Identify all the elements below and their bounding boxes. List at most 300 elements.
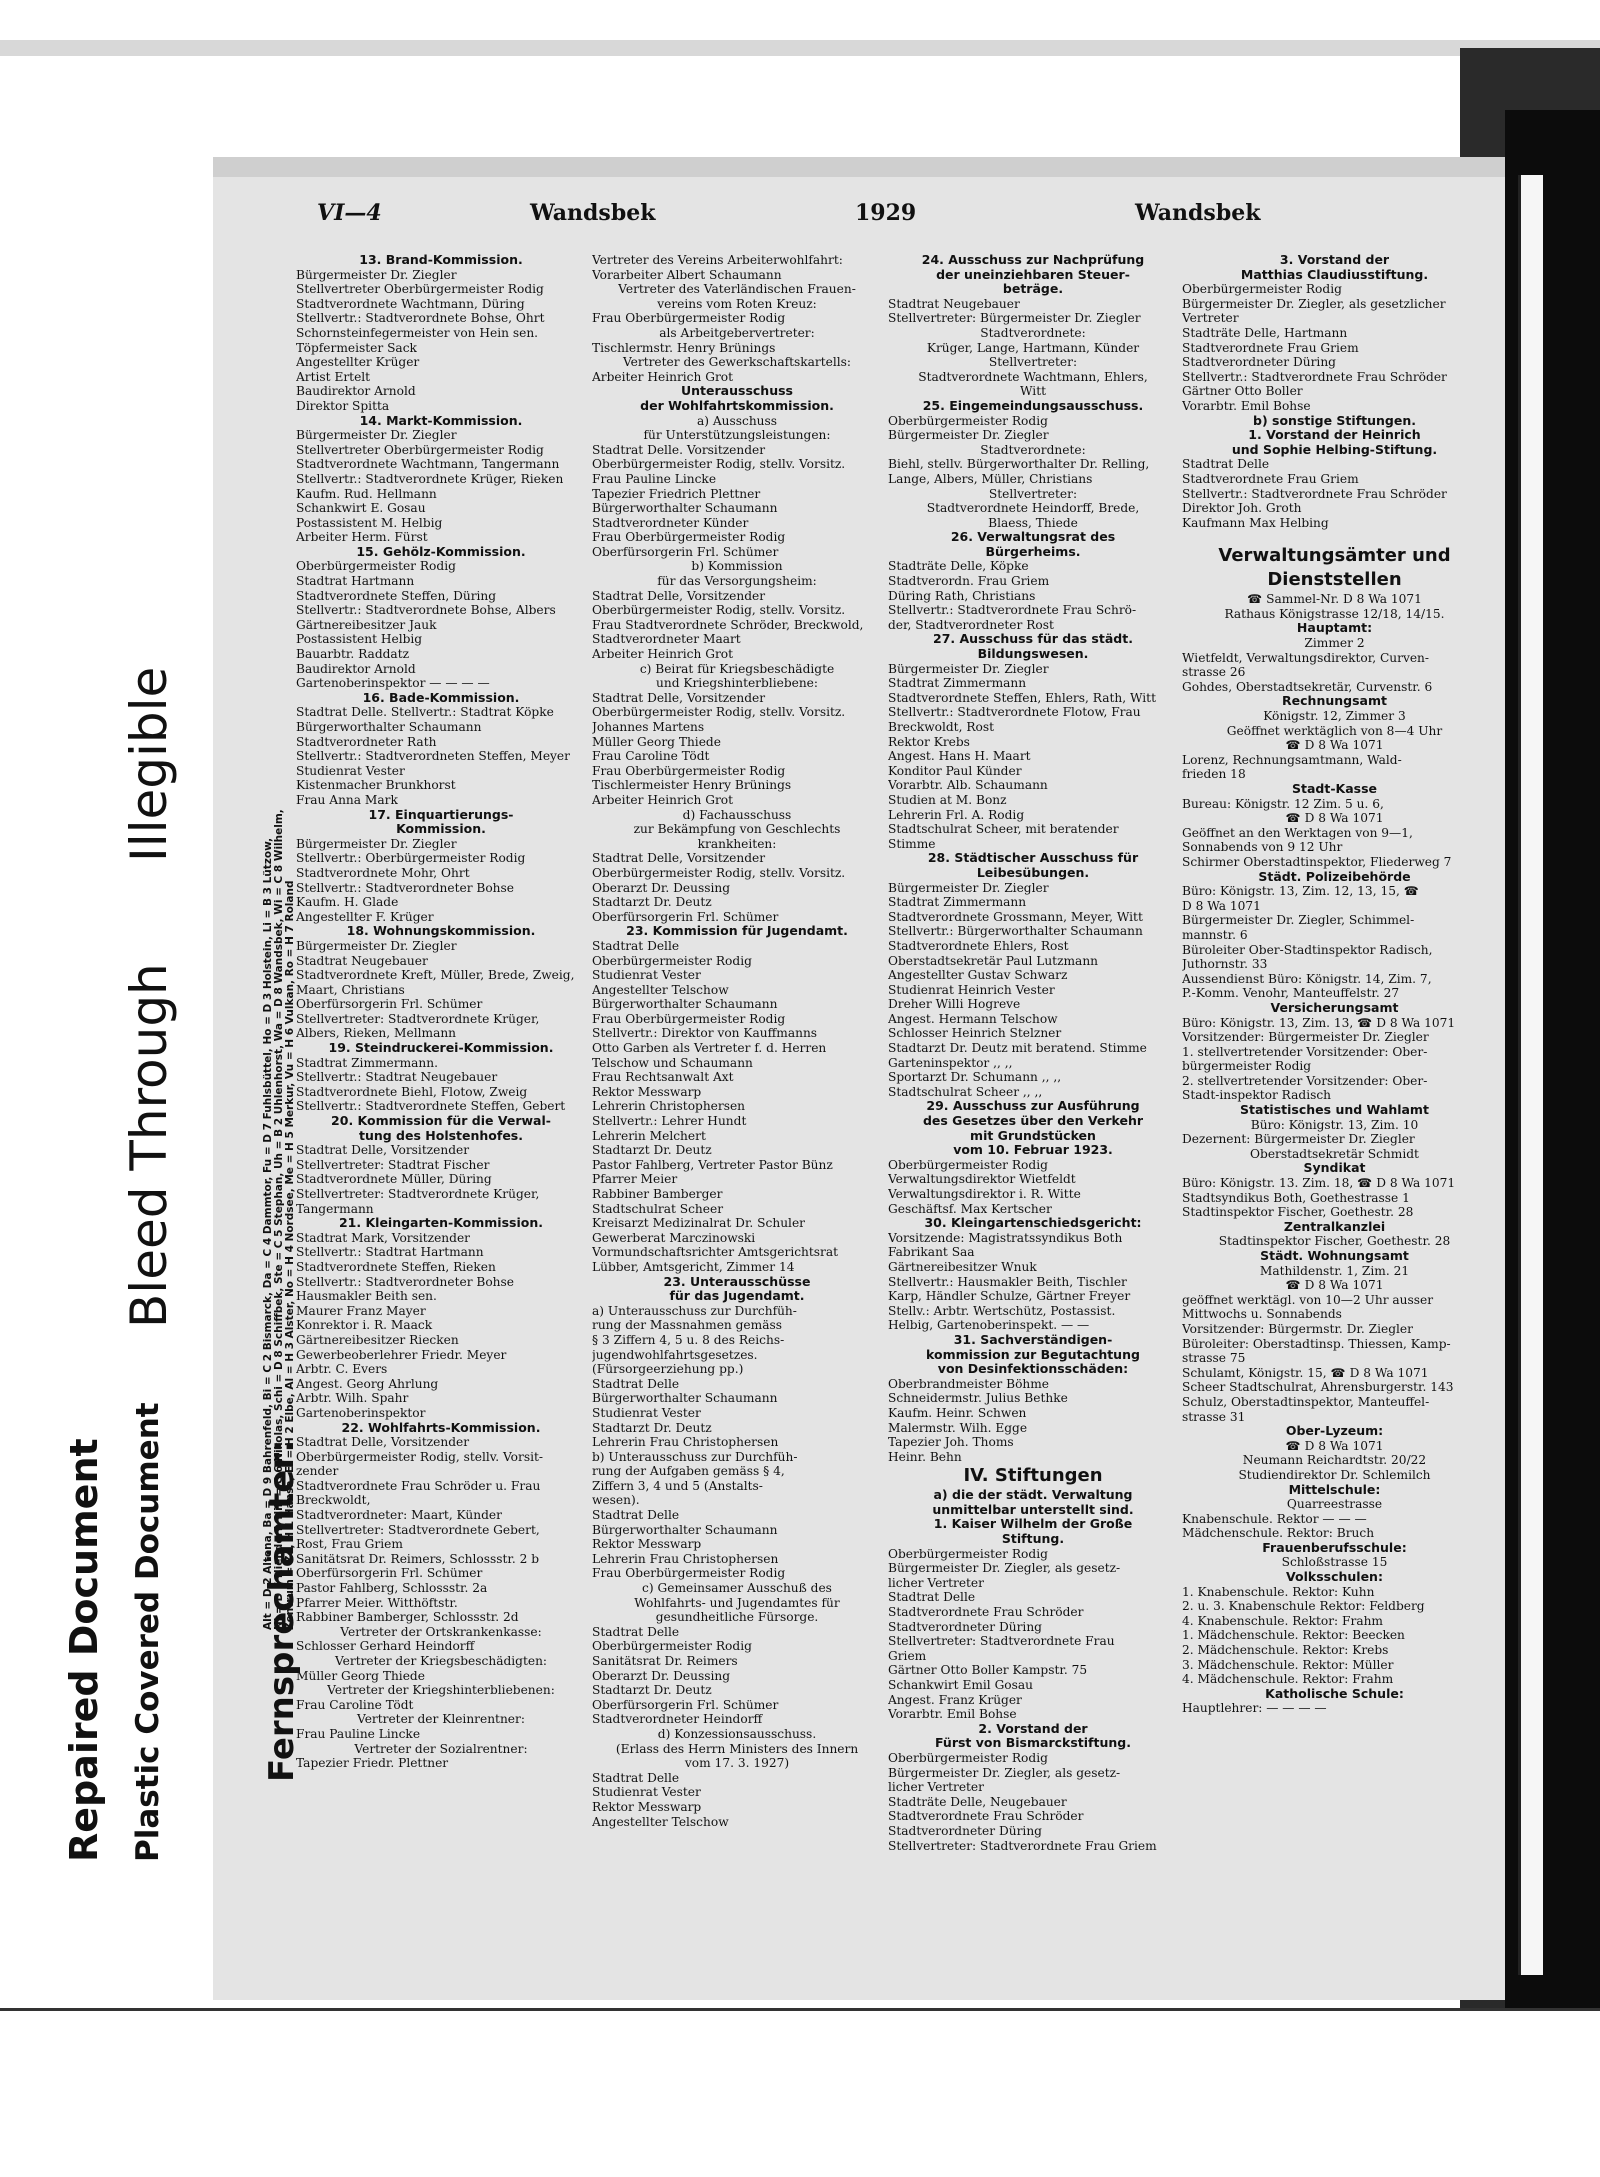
- text-line: Sportarzt Dr. Schumann ,, ,,: [888, 1070, 1062, 1085]
- section-heading: Dienststellen: [1267, 569, 1402, 591]
- text-line: Sanitätsrat Dr. Reimers: [592, 1654, 738, 1668]
- text-line: Knabenschule. Rektor — — —: [1182, 1511, 1367, 1526]
- section-heading: Hauptamt:: [1296, 621, 1373, 636]
- text-line: Juthornstr. 33: [1182, 957, 1268, 972]
- text-line: Baudirektor Arnold: [296, 384, 416, 399]
- text-line: Stellvertr.: Lehrer Hundt: [592, 1114, 747, 1129]
- text-line: Oberbürgermeister Rodig: [888, 413, 1048, 428]
- text-line: Tischlermstr. Henry Brünings: [592, 340, 776, 355]
- text-line: Stadtrat Delle: [888, 1590, 976, 1605]
- text-line: Stellvertr.: Stadtverordneten Steffen, Meyer: [296, 749, 570, 764]
- text-line: Wohlfahrts- und Jugendamtes für: [634, 1595, 840, 1610]
- text-line: Oberbürgermeister Rodig, stellv. Vorsitz.: [592, 603, 846, 618]
- text-line: Oberbürgermeister Rodig: [888, 1750, 1048, 1765]
- text-line: Stadtverordneter Düring: [1182, 355, 1336, 370]
- text-line: Stellvertr.: Stadtverordnete Bohse, Albers: [296, 603, 556, 618]
- text-line: Studien at M. Bonz: [888, 792, 1007, 807]
- text-line: Bürgermeister Dr. Ziegler: [296, 267, 457, 282]
- text-line: Witt: [1019, 384, 1046, 399]
- text-line: Mittwochs u. Sonnabends: [1182, 1307, 1342, 1322]
- text-line: Stadtverordnete Wachtmann, Tangermann: [296, 457, 560, 472]
- text-line: Schulamt, Königstr. 15, ☎ D 8 Wa 1071: [1182, 1365, 1429, 1380]
- text-line: Frau Oberbürgermeister Rodig: [592, 311, 786, 326]
- text-line: Vorarbtr. Alb. Schaumann: [888, 778, 1048, 793]
- text-line: Stellvertreter Oberbürgermeister Rodig: [296, 282, 544, 297]
- text-line: Sanitätsrat Dr. Reimers, Schlossstr. 2 b: [296, 1551, 540, 1566]
- text-line: ☎ Sammel-Nr. D 8 Wa 1071: [1247, 592, 1422, 607]
- text-line: Scheer Stadtschulrat, Ahrensburgerstr. 143: [1182, 1380, 1454, 1395]
- text-line: Stadtverordnete Mohr, Ohrt: [296, 865, 470, 880]
- text-line: Stellvertreter: Stadtverordnete Frau: [888, 1634, 1115, 1649]
- text-line: Gartenoberinspektor — — — —: [296, 676, 490, 691]
- text-line: Oberbürgermeister Rodig, stellv. Vorsitz.: [592, 705, 846, 720]
- text-line: Stadtschulrat Scheer ,, ,,: [888, 1084, 1043, 1099]
- text-line: a) Unterausschuss zur Durchfüh-: [592, 1303, 797, 1318]
- section-heading: 21. Kleingarten-Kommission.: [338, 1216, 543, 1231]
- text-line: Bürgerworthalter Schaumann: [296, 720, 482, 734]
- text-line: für Unterstützungsleistungen:: [643, 428, 831, 443]
- text-line: Stadtarzt Dr. Deutz mit beratend. Stimme: [888, 1041, 1147, 1056]
- text-line: Gärtnereibesitzer Jauk: [296, 617, 437, 632]
- text-line: Oberbürgermeister Rodig: [592, 1639, 752, 1654]
- section-heading: Stadt-Kasse: [1291, 782, 1377, 796]
- text-line: Stadtrat Delle: [592, 1770, 680, 1785]
- text-line: Büro: Königstr. 13, Zim. 10: [1250, 1117, 1419, 1132]
- section-heading: des Gesetzes über den Verkehr: [922, 1114, 1144, 1129]
- text-line: Oberstadtsekretär Schmidt: [1250, 1146, 1419, 1161]
- text-line: Vertreter der Kriegshinterbliebenen:: [327, 1683, 555, 1698]
- text-line: Stadtrat Delle, Vorsitzender: [592, 588, 766, 603]
- text-line: Angest. Hermann Telschow: [888, 1011, 1058, 1026]
- text-line: Stellvertreter: Bürgermeister Dr. Ziegler: [888, 311, 1141, 326]
- section-heading: 25. Eingemeindungsausschuss.: [922, 398, 1144, 413]
- text-line: Tapezier Friedr. Plettner: [296, 1756, 449, 1771]
- text-line: strasse 31: [1182, 1409, 1246, 1424]
- section-heading: Rechnungsamt: [1282, 694, 1387, 709]
- text-line: zender: [296, 1464, 339, 1479]
- text-line: Studienrat Heinrich Vester: [888, 982, 1055, 997]
- section-heading: tung des Holstenhofes.: [358, 1128, 523, 1143]
- section-heading: 1. Kaiser Wilhelm der Große: [933, 1517, 1133, 1532]
- text-line: ☎ D 8 Wa 1071: [1285, 1278, 1384, 1293]
- text-line: Rektor Messwarp: [592, 1084, 702, 1099]
- text-line: Stadtverordnete Steffen, Ehlers, Rath, Witt: [888, 690, 1156, 705]
- text-line: Stellvertr.: Stadtverordnete Flotow, Frau: [888, 705, 1141, 720]
- text-line: 1. stellvertretender Vorsitzender: Ober-: [1182, 1044, 1428, 1059]
- text-line: Rabbiner Bamberger, Schlossstr. 2d: [296, 1610, 519, 1625]
- text-line: Stadtrat Delle, Vorsitzender: [296, 1143, 470, 1158]
- text-line: Biehl, stellv. Bürgerworthalter Dr. Relling,: [888, 457, 1150, 472]
- text-line: 2. stellvertretender Vorsitzender: Ober-: [1182, 1073, 1428, 1088]
- text-line: Dezernent: Bürgermeister Dr. Ziegler: [1182, 1132, 1415, 1147]
- text-line: Oberbürgermeister Rodig, stellv. Vorsit-: [296, 1449, 544, 1464]
- text-line: als Arbeitgebervertreter:: [659, 325, 815, 340]
- text-line: Bürgerworthalter Schaumann: [592, 1391, 778, 1406]
- codes-line-1: Alt = D 2 Altona, Ba = D 9 Bahrenfeld, Bi = C 2 Bismarck, Da = C 4 Dammtor, Fu = D 7 Fuhlsbüttel, Ho = D 3 Holstein, Li = B 3 Lützow,: [262, 837, 274, 1630]
- text-line: Pastor Fahlberg, Schlossstr. 2a: [296, 1581, 488, 1596]
- text-line: Stadtverordnete Biehl, Flotow, Zweig: [296, 1084, 528, 1099]
- text-line: Stadtarzt Dr. Deutz: [592, 1683, 712, 1698]
- text-line: Stadtsyndikus Both, Goethestrasse 1: [1182, 1190, 1410, 1205]
- text-line: Kaufm. H. Glade: [296, 895, 399, 910]
- section-heading: 2. Vorstand der: [978, 1721, 1088, 1736]
- text-line: Gohdes, Oberstadtsekretär, Curvenstr. 6: [1182, 679, 1433, 694]
- text-line: Stellvertr.: Stadtrat Hartmann: [296, 1245, 484, 1260]
- text-line: Konrektor i. R. Maack: [296, 1318, 433, 1333]
- text-line: Postassistent M. Helbig: [296, 515, 443, 530]
- text-line: [1182, 530, 1487, 544]
- text-line: Arbeiter Herm. Fürst: [296, 530, 428, 545]
- codes-line-2: Ni = D 7 Niendorf, Nik = C 6 Nikolas, Schi = D 8 Schiffbek, Ste = C 5 Stephan, Uh = B 2 Uhlenhorst, Wa = D 8 Wandsbek, Wi = C 8 Wilhelm,: [273, 809, 285, 1630]
- section-heading: 16. Bade-Kommission.: [362, 690, 520, 705]
- text-line: Arbtr. Wilh. Spahr: [296, 1391, 409, 1406]
- text-line: Pfarrer Meier. Witthöftstr.: [296, 1595, 458, 1610]
- text-line: Heinr. Behn: [888, 1449, 962, 1464]
- section-heading: 3. Vorstand der: [1279, 253, 1390, 267]
- text-line: Büro: Königstr. 13, Zim. 12, 13, 15, ☎: [1182, 884, 1419, 899]
- text-line: Kaufm. Heinr. Schwen: [888, 1405, 1027, 1420]
- text-line: 1. Mädchenschule. Rektor: Beecken: [1182, 1628, 1405, 1643]
- section-heading: 15. Gehölz-Kommission.: [356, 544, 526, 559]
- text-line: Angestellter Gustav Schwarz: [888, 968, 1068, 983]
- text-line: Bürgermeister Dr. Ziegler, als gesetz-: [888, 1561, 1121, 1576]
- text-line: Pfarrer Meier: [592, 1172, 678, 1187]
- text-line: vereins vom Roten Kreuz:: [657, 296, 817, 311]
- section-heading: der Wohlfahrtskommission.: [640, 398, 834, 413]
- text-line: frieden 18: [1182, 767, 1246, 782]
- text-line: Stadtverordnete:: [980, 325, 1086, 340]
- section-heading: Städt. Polizeibehörde: [1258, 869, 1411, 884]
- text-line: Lorenz, Rechnungsamtmann, Wald-: [1182, 752, 1402, 767]
- text-line: Schankwirt Emil Gosau: [888, 1678, 1034, 1692]
- text-line: 2. u. 3. Knabenschule Rektor: Feldberg: [1182, 1599, 1425, 1614]
- text-line: Stadtrat Delle. Stellvertr.: Stadtrat Köpke: [296, 705, 554, 720]
- section-heading: Versicherungsamt: [1270, 1000, 1399, 1015]
- section-heading: 18. Wohnungskommission.: [346, 924, 536, 939]
- text-line: Stadtverordnete Frau Schröder: [888, 1605, 1084, 1620]
- text-line: Stellvertr.: Stadtverordneter Bohse: [296, 880, 514, 895]
- text-line: Lange, Albers, Müller, Christians: [888, 471, 1093, 486]
- text-line: Töpfermeister Sack: [296, 340, 417, 355]
- section-heading: Verwaltungsämter und: [1218, 545, 1451, 567]
- text-line: Maurer Franz Mayer: [296, 1303, 426, 1318]
- text-line: Telschow und Schaumann: [592, 1055, 753, 1070]
- text-line: Vertreter der Sozialrentner:: [354, 1741, 528, 1756]
- section-heading: 17. Einquartierungs-: [368, 807, 514, 822]
- text-line: vom 17. 3. 1927): [684, 1756, 790, 1771]
- text-line: Stellvertreter: Stadtverordnete Gebert,: [296, 1522, 540, 1537]
- section-heading: 20. Kommission für die Verwal-: [331, 1114, 551, 1129]
- text-line: Stadtrat Delle: [592, 1624, 680, 1639]
- section-heading: vom 10. Februar 1923.: [953, 1143, 1113, 1158]
- text-line: Stadtverordneter: Maart, Künder: [296, 1508, 502, 1523]
- section-heading: Bürgerheims.: [985, 544, 1081, 559]
- text-line: Geöffnet werktäglich von 8—4 Uhr: [1226, 723, 1443, 738]
- text-line: Stadtrat Zimmermann: [888, 895, 1027, 910]
- text-line: Königstr. 12, Zimmer 3: [1263, 709, 1406, 724]
- section-heading: 23. Kommission für Jugendamt.: [626, 924, 848, 939]
- text-line: Stellvertr.: Hausmakler Beith, Tischler: [888, 1274, 1127, 1289]
- section-heading: 27. Ausschuss für das städt.: [933, 632, 1133, 647]
- section-heading: 26. Verwaltungsrat des: [950, 530, 1116, 545]
- text-line: Schlosser Gerhard Heindorff: [296, 1639, 475, 1654]
- text-line: Stellvertr.: Stadtverordnete Steffen, Gebert: [296, 1099, 566, 1114]
- text-line: Stadtrat Hartmann: [296, 574, 415, 589]
- text-line: Vorarbtr. Emil Bohse: [888, 1707, 1017, 1722]
- text-line: Studienrat Vester: [592, 968, 701, 983]
- text-line: Stadtrat Delle: [592, 1508, 680, 1523]
- text-line: Mathildenstr. 1, Zim. 21: [1259, 1263, 1410, 1278]
- text-line: Bauarbtr. Raddatz: [296, 647, 410, 662]
- text-line: und Kriegshinterbliebene:: [656, 676, 818, 691]
- text-line: Albers, Rieken, Mellmann: [296, 1026, 457, 1041]
- text-line: Gärtnereibesitzer Riecken: [296, 1332, 459, 1347]
- section-heading: Zentralkanzlei: [1283, 1219, 1386, 1234]
- text-line: ☎ D 8 Wa 1071: [1285, 1438, 1384, 1453]
- text-line: Geöffnet an den Werktagen von 9—1,: [1182, 825, 1413, 840]
- text-line: Hausmakler Beith sen.: [296, 1289, 437, 1304]
- text-line: Bürgermeister Dr. Ziegler: [888, 661, 1049, 676]
- section-heading: b) sonstige Stiftungen.: [1253, 413, 1416, 428]
- text-line: Vertreter der Kleinrentner:: [357, 1712, 525, 1727]
- text-line: Angestellter F. Krüger: [296, 909, 434, 924]
- text-line: licher Vertreter: [888, 1575, 984, 1590]
- column-2: [592, 253, 882, 1829]
- section-heading: Statistisches und Wahlamt: [1240, 1103, 1429, 1118]
- text-line: Malermstr. Wilh. Egge: [888, 1420, 1028, 1435]
- text-line: ☎ D 8 Wa 1071: [1285, 738, 1384, 753]
- text-line: Stadtverordnete:: [980, 442, 1086, 457]
- text-line: Mädchenschule. Rektor: Bruch: [1182, 1526, 1375, 1541]
- section-heading: Leibesübungen.: [976, 865, 1090, 880]
- text-line: Angest. Georg Ahrlung: [296, 1376, 439, 1391]
- facing-page-edge: [1518, 175, 1543, 1975]
- text-line: Stadtverordnete Kreft, Müller, Brede, Zweig,: [296, 968, 575, 983]
- text-line: Vorsitzender: Bürgermstr. Dr. Ziegler: [1182, 1321, 1413, 1336]
- page-top-shadow: [213, 157, 1505, 177]
- text-line: c) Beirat für Kriegsbeschädigte: [639, 661, 835, 676]
- text-line: Gartenoberinspektor: [296, 1405, 426, 1420]
- text-line: Stadtinspektor Fischer, Goethestr. 28: [1218, 1234, 1451, 1249]
- section-heading: Syndikat: [1303, 1161, 1366, 1176]
- text-line: Breckwoldt,: [296, 1493, 371, 1508]
- text-line: (Fürsorgeerziehung pp.): [592, 1362, 744, 1377]
- text-line: Büroleiter Ober-Stadtinspektor Radisch,: [1182, 942, 1433, 957]
- text-line: Stadtrat Neugebauer: [296, 953, 428, 968]
- text-line: Stadtrat Delle. Vorsitzender: [592, 442, 766, 457]
- text-line: Oberarzt Dr. Deussing: [592, 1668, 731, 1683]
- section-heading: Mittelschule:: [1288, 1482, 1381, 1497]
- text-line: Tapezier Friedrich Plettner: [592, 486, 761, 501]
- text-line: § 3 Ziffern 4, 5 u. 8 des Reichs-: [592, 1332, 785, 1347]
- section-heading: 13. Brand-Kommission.: [359, 253, 523, 267]
- text-line: Stadtschulrat Scheer: [592, 1201, 724, 1216]
- text-line: Oberbürgermeister Rodig: [1182, 282, 1342, 297]
- text-line: Rektor Messwarp: [592, 1799, 702, 1814]
- text-line: licher Vertreter: [888, 1780, 984, 1795]
- text-line: Stadtverordnete Müller, Düring: [296, 1172, 492, 1187]
- text-line: Neumann Reichardtstr. 20/22: [1242, 1453, 1427, 1468]
- text-line: Stimme: [888, 836, 936, 851]
- text-line: Stadtverordnete Ehlers, Rost: [888, 938, 1069, 953]
- text-line: Oberbrandmeister Böhme: [888, 1376, 1050, 1391]
- text-line: Lehrerin Frl. A. Rodig: [888, 807, 1025, 822]
- text-line: Frau Anna Mark: [296, 792, 398, 807]
- text-line: Stellvertreter: Stadtverordnete Krüger,: [296, 1011, 540, 1026]
- text-line: Bürgermeister Dr. Ziegler: [296, 938, 457, 953]
- page-number: VI—4: [317, 200, 382, 226]
- text-line: a) Ausschuss: [696, 413, 778, 428]
- text-line: Bürgermeister Dr. Ziegler, Schimmel-: [1182, 913, 1415, 928]
- section-heading: 30. Kleingartenschiedsgericht:: [924, 1216, 1142, 1231]
- text-line: Oberarzt Dr. Deussing: [592, 880, 731, 895]
- section-heading: Stiftung.: [1001, 1532, 1065, 1547]
- text-line: strasse 26: [1182, 665, 1246, 680]
- text-line: Quarreestrasse: [1286, 1497, 1383, 1512]
- section-heading: und Sophie Helbing-Stiftung.: [1231, 442, 1438, 457]
- text-line: Müller Georg Thiede: [592, 734, 721, 749]
- header-year: 1929: [855, 200, 917, 226]
- text-line: wesen).: [592, 1493, 640, 1508]
- text-line: P.-Komm. Venohr, Manteuffelstr. 27: [1182, 986, 1400, 1001]
- text-line: Büro: Königstr. 13, Zim. 13, ☎ D 8 Wa 1071: [1182, 1015, 1456, 1030]
- codes-line-3: Zentrum = Ze, H 1 Hansa, El = H 2 Elbe, Al = H 3 Alster, No = H 4 Nordsee, Me = H 5 Merkur, Vu = H 6 Vulkan, Ro = H 7 Roland: [284, 880, 296, 1630]
- section-heading: unmittelbar unterstellt sind.: [932, 1502, 1134, 1517]
- text-line: Stellv.: Arbtr. Wertschütz, Postassist.: [888, 1303, 1116, 1318]
- text-line: Kistenmacher Brunkhorst: [296, 778, 456, 793]
- section-heading: mit Grundstücken: [970, 1128, 1096, 1143]
- text-line: Stellvertreter: Stadtverordnete Frau Griem: [888, 1838, 1157, 1853]
- text-line: Oberbürgermeister Rodig: [592, 953, 752, 968]
- text-line: Vormundschaftsrichter Amtsgerichtsrat: [592, 1245, 839, 1260]
- text-line: Vertreter: [1182, 311, 1239, 326]
- text-line: Stadtrat Delle, Vorsitzender: [296, 1435, 470, 1450]
- text-line: Lehrerin Melchert: [592, 1128, 706, 1143]
- section-heading: Katholische Schule:: [1265, 1686, 1404, 1701]
- section-heading: Städt. Wohnungsamt: [1260, 1249, 1409, 1263]
- text-line: Stadtarzt Dr. Deutz: [592, 895, 712, 910]
- section-heading: der uneinziehbaren Steuer-: [936, 267, 1130, 282]
- text-line: Bürgermeister Dr. Ziegler: [888, 428, 1049, 443]
- text-line: 1. Knabenschule. Rektor: Kuhn: [1182, 1584, 1375, 1599]
- text-line: Bureau: Königstr. 12 Zim. 5 u. 6,: [1182, 796, 1384, 811]
- text-line: Helbig, Gartenoberinspekt. — —: [888, 1318, 1090, 1333]
- section-heading: IV. Stiftungen: [963, 1465, 1103, 1487]
- text-line: Breckwoldt, Rost: [888, 720, 994, 734]
- text-line: Stadtrat Delle: [592, 938, 680, 953]
- text-line: Bürgerworthalter Schaumann: [592, 1522, 778, 1537]
- text-line: Stadtverordnete Frau Griem: [1182, 471, 1359, 486]
- text-line: Stellvertreter Oberbürgermeister Rodig: [296, 442, 544, 457]
- text-line: Stadtverordneter Maart: [592, 632, 741, 647]
- text-line: Stadtverordnete Wachtmann, Düring: [296, 296, 525, 311]
- text-line: Arbtr. C. Evers: [296, 1362, 388, 1377]
- text-line: Stadtrat Zimmermann: [888, 676, 1027, 691]
- text-line: Gärtner Otto Boller Kampstr. 75: [888, 1663, 1088, 1678]
- text-line: Lübber, Amtsgericht, Zimmer 14: [592, 1259, 795, 1274]
- text-line: Hauptlehrer: — — — —: [1182, 1701, 1327, 1716]
- text-line: Angestellter Krüger: [296, 355, 420, 370]
- text-line: d) Fachausschuss: [682, 807, 792, 822]
- text-line: Schlosser Heinrich Stelzner: [888, 1026, 1062, 1041]
- text-line: Stellvertr.: Stadtverordnete Frau Schröder: [1182, 486, 1447, 501]
- text-line: Frau Oberbürgermeister Rodig: [592, 530, 786, 545]
- text-line: c) Gemeinsamer Ausschuß des: [642, 1581, 832, 1596]
- text-line: Artist Ertelt: [296, 369, 371, 384]
- text-line: Stadträte Delle, Neugebauer: [888, 1794, 1067, 1809]
- text-line: Baudirektor Arnold: [296, 661, 416, 676]
- text-line: Stadtverordneter Düring: [888, 1823, 1042, 1838]
- text-line: Zimmer 2: [1304, 636, 1365, 651]
- text-line: Kreisarzt Medizinalrat Dr. Schuler: [592, 1216, 805, 1231]
- text-line: Oberfürsorgerin Frl. Schümer: [592, 909, 779, 924]
- text-line: Bürgermeister Dr. Ziegler: [296, 428, 457, 443]
- text-line: Oberbürgermeister Rodig: [296, 559, 456, 574]
- section-heading: 1. Vorstand der Heinrich: [1248, 428, 1421, 443]
- column-4: [1182, 253, 1487, 1716]
- text-line: Garteninspektor ,, ,,: [888, 1055, 1013, 1070]
- text-line: Stadtrat Zimmermann.: [296, 1055, 438, 1070]
- text-line: Dreher Willi Hogreve: [888, 997, 1021, 1012]
- text-line: 3. Mädchenschule. Rektor: Müller: [1182, 1657, 1394, 1672]
- text-line: Oberstadtsekretär Paul Lutzmann: [888, 953, 1099, 968]
- text-line: Stellvertr.: Stadtrat Neugebauer: [296, 1070, 498, 1085]
- text-line: Oberfürsorgerin Frl. Schümer: [296, 997, 483, 1012]
- tag-bleed-through: Bleed Through: [120, 963, 178, 1328]
- text-line: Rost, Frau Griem: [296, 1537, 403, 1552]
- text-line: Oberbürgermeister Rodig, stellv. Vorsitz.: [592, 865, 846, 880]
- section-heading: für das Jugendamt.: [669, 1289, 805, 1304]
- text-line: Vorarbtr. Emil Bohse: [1182, 398, 1311, 413]
- text-line: Frau Stadtverordnete Schröder, Breckwold,: [592, 617, 864, 632]
- text-line: rung der Aufgaben gemäss § 4,: [592, 1464, 785, 1479]
- text-line: Lehrerin Frau Christophersen: [592, 1435, 779, 1450]
- section-heading: a) die der städt. Verwaltung: [933, 1488, 1133, 1503]
- section-heading: Matthias Claudiusstiftung.: [1240, 267, 1429, 282]
- text-line: mannstr. 6: [1182, 927, 1248, 942]
- text-line: Frau Oberbürgermeister Rodig: [592, 1566, 786, 1581]
- text-line: Tangermann: [296, 1201, 374, 1216]
- fernsprechaemter-label: Fernsprechämter:: [262, 1439, 302, 1782]
- text-line: Schulz, Oberstadtinspektor, Manteuffel-: [1182, 1394, 1430, 1409]
- text-line: Stellvertr.: Stadtverordnete Frau Schrö-: [888, 603, 1137, 618]
- text-line: Frau Oberbürgermeister Rodig: [592, 1011, 786, 1026]
- section-heading: Frauenberufsschule:: [1262, 1540, 1407, 1555]
- text-line: d) Konzessionsausschuss.: [657, 1726, 817, 1741]
- text-line: Stadtrat Neugebauer: [888, 296, 1020, 311]
- text-line: Rathaus Königstrasse 12/18, 14/15.: [1224, 606, 1445, 621]
- text-line: Lehrerin Frau Christophersen: [592, 1551, 779, 1566]
- text-line: Rektor Messwarp: [592, 1537, 702, 1552]
- text-line: Vertreter des Gewerkschaftskartells:: [622, 355, 851, 370]
- column-3: [888, 253, 1178, 1853]
- text-line: 4. Knabenschule. Rektor: Frahm: [1182, 1613, 1383, 1628]
- text-line: Arbeiter Heinrich Grot: [592, 792, 734, 807]
- text-line: Blaess, Thiede: [988, 515, 1078, 530]
- text-line: Stellvertr.: Stadtverordnete Krüger, Rieken: [296, 471, 564, 486]
- text-line: der, Stadtverordneter Rost: [888, 617, 1054, 632]
- section-heading: beträge.: [1002, 282, 1064, 297]
- text-line: Stadt-inspektor Radisch: [1182, 1088, 1332, 1103]
- text-line: für das Versorgungsheim:: [657, 574, 817, 589]
- text-line: Frau Pauline Lincke: [296, 1726, 421, 1741]
- section-heading: Unterausschuss: [681, 384, 793, 399]
- text-line: Angestellter Telschow: [592, 1814, 729, 1829]
- text-line: Arbeiter Heinrich Grot: [592, 647, 734, 662]
- text-line: Oberbürgermeister Rodig, stellv. Vorsitz.: [592, 457, 846, 472]
- text-line: Wietfeldt, Verwaltungsdirektor, Curven-: [1182, 650, 1430, 665]
- text-line: Stadtinspektor Fischer, Goethestr. 28: [1182, 1205, 1414, 1220]
